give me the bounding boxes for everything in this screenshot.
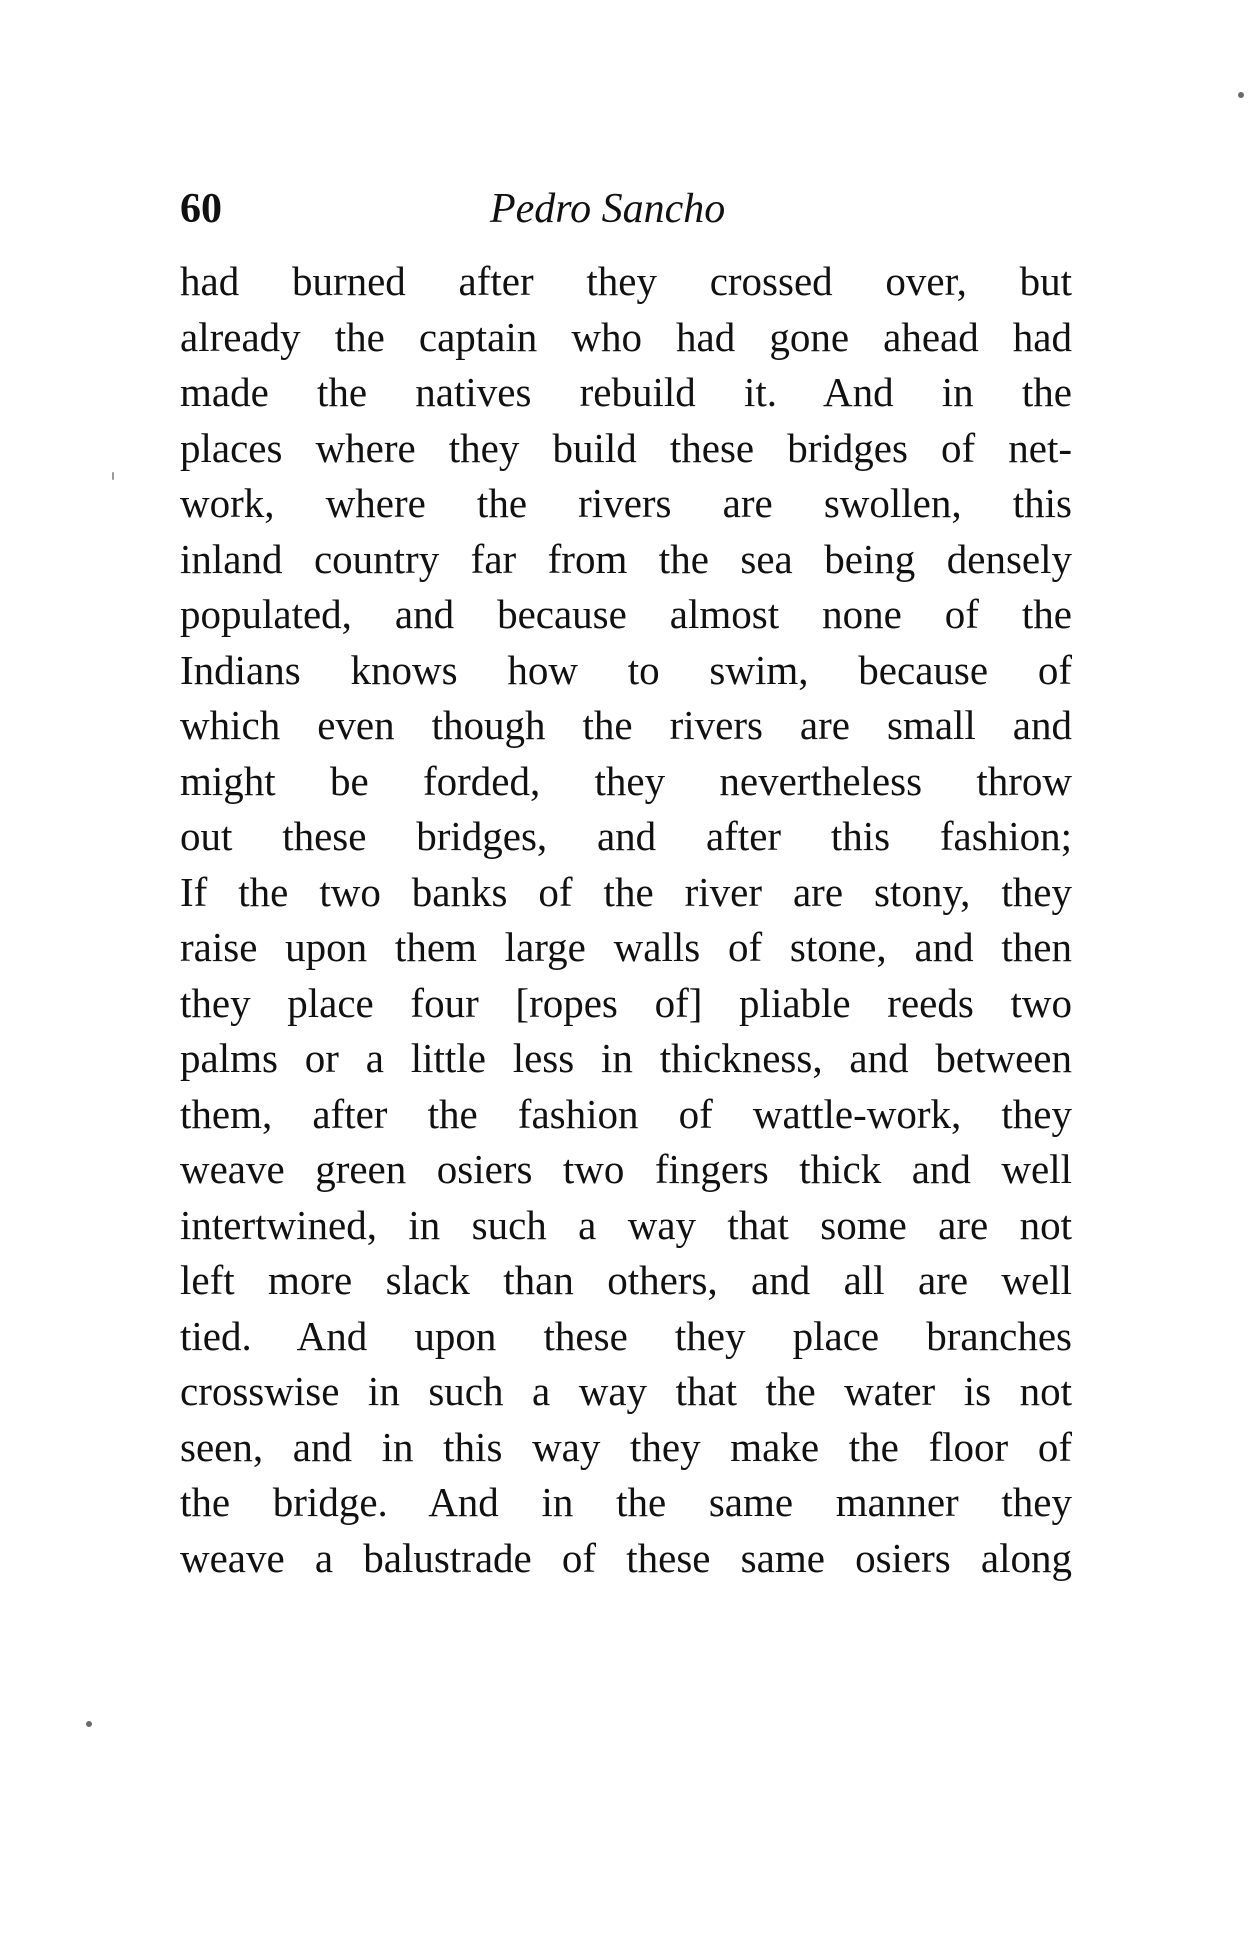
text-line: seen, and in this way they make the floor of: [180, 1423, 1072, 1470]
text-line: might be forded, they nevertheless throw: [180, 757, 1072, 804]
text-line: the bridge. And in the same manner they: [180, 1479, 1072, 1525]
running-head: [180, 174, 1072, 244]
text-line: intertwined, in such a way that some are not: [180, 1201, 1072, 1248]
page-number: 60: [180, 186, 222, 232]
text-line: out these bridges, and after this fashion;: [180, 813, 1072, 859]
body-text: [180, 254, 1072, 1586]
text-line: which even though the rivers are small and: [180, 702, 1072, 748]
text-line: places where they build these bridges of net-: [180, 424, 1072, 471]
text-line: made the natives rebuild it. And in the: [180, 369, 1072, 415]
text-line: palms or a little less in thickness, and between: [180, 1035, 1072, 1081]
text-line: Indians knows how to swim, because of: [180, 646, 1072, 693]
text-line: already the captain who had gone ahead had: [180, 313, 1072, 360]
text-line: populated, and because almost none of the: [180, 591, 1072, 637]
text-line: work, where the rivers are swollen, this: [180, 480, 1072, 526]
scan-speck: [112, 472, 114, 480]
text-line: they place four [ropes of] pliable reeds two: [180, 979, 1072, 1026]
text-line: raise upon them large walls of stone, and then: [180, 924, 1072, 970]
text-line: inland country far from the sea being densely: [180, 535, 1072, 582]
text-line: tied. And upon these they place branches: [180, 1312, 1072, 1359]
scan-speck: [1238, 92, 1244, 98]
running-title: Pedro Sancho: [490, 186, 726, 232]
text-line: had burned after they crossed over, but: [180, 258, 1072, 304]
text-line: crosswise in such a way that the water is not: [180, 1368, 1072, 1414]
text-line: If the two banks of the river are stony, they: [180, 868, 1072, 915]
scan-speck: [86, 1721, 92, 1727]
text-line: weave green osiers two fingers thick and well: [180, 1146, 1072, 1192]
text-line: them, after the fashion of wattle-work, they: [180, 1090, 1072, 1137]
text-line: left more slack than others, and all are well: [180, 1257, 1072, 1303]
text-line: weave a balustrade of these same osiers along: [180, 1534, 1072, 1581]
